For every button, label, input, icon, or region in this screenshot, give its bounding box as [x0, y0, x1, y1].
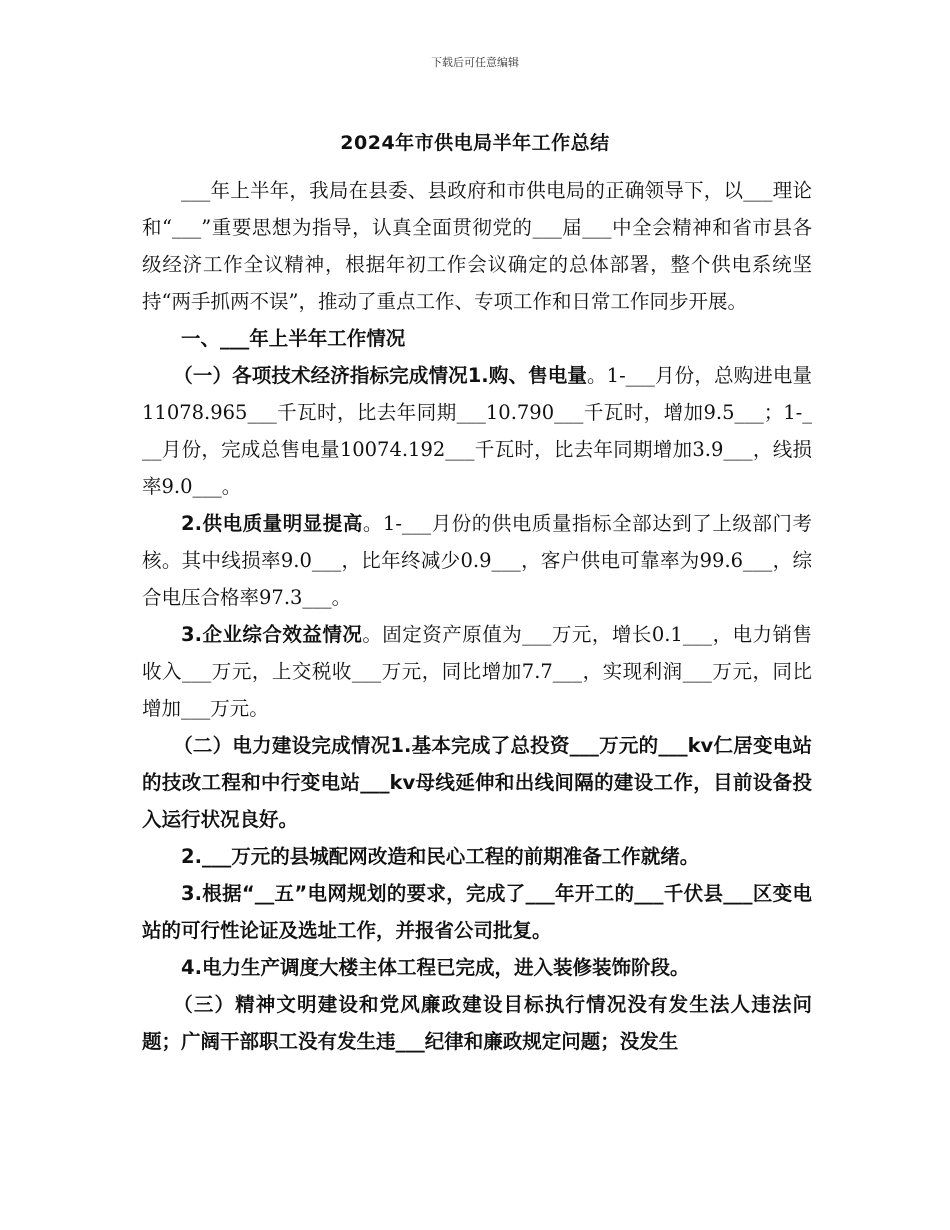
section-heading [142, 320, 812, 357]
paragraph-lead: （二）电力建设完成情况1.基本完成了总投资___万元的___kv仁居变电站的技改工程和中行变电站___kv母线延伸和出线间隔的建设工作，目前设备投入运行状况良好。 [142, 734, 812, 831]
building-paragraph [142, 949, 812, 986]
paragraph-text: 。固定资产原值为___万元，增长0.1___，电力销售收入___万元，上交税收___万元，同比增加7.7___，实现利润___万元，同比增加___万元。 [142, 623, 813, 720]
paragraph-lead: 3.根据“__五”电网规划的要求，完成了___年开工的___千伏县___区变电站的可行性论证及选址工作，并报省公司批复。 [142, 882, 812, 942]
paragraph-text: 。1-___月份，总购进电量11078.965___千瓦时，比去年同期___10.790___千瓦时，增加9.5___；1-___月份，完成总售电量10074.192___千瓦时，比去年同期增加3.9___，线损率9.0___。 [142, 364, 813, 498]
grid-paragraph [142, 838, 812, 875]
paragraph-text: ___年上半年，我局在县委、县政府和市供电局的正确领导下，以___理论和“___”重要思想为指导，认真全面贯彻党的___届___中全会精神和省市县各级经济工作全议精神，根据年初工作会议确定的总体部署，整个供电系统坚持“两手抓两不误”，推动了重点工作、专项工作和日常工作同步开展。 [142, 179, 812, 313]
paragraph-lead: 2.___万元的县城配网改造和民心工程的前期准备工作就绪。 [181, 845, 700, 868]
document-body [142, 172, 812, 1060]
plan-paragraph [142, 875, 812, 949]
intro-paragraph [142, 172, 812, 320]
paragraph-lead: （一）各项技术经济指标完成情况1.购、售电量 [173, 364, 588, 387]
document-title: 2024年市供电局半年工作总结 [340, 132, 610, 154]
paragraph-lead: 一、___年上半年工作情况 [181, 327, 406, 350]
indicator-paragraph [142, 357, 812, 505]
paragraph-lead: 3.企业综合效益情况 [181, 623, 363, 646]
paragraph-lead: 4.电力生产调度大楼主体工程已完成，进入装修装饰阶段。 [181, 956, 690, 979]
construction-paragraph [142, 727, 812, 838]
header-note: 下载后可任意编辑 [431, 56, 519, 69]
quality-paragraph [142, 505, 812, 616]
ethics-paragraph [142, 986, 812, 1060]
benefit-paragraph [142, 616, 812, 727]
paragraph-lead: 2.供电质量明显提高 [181, 512, 363, 535]
paragraph-text: 。1-___月份的供电质量指标全部达到了上级部门考核。其中线损率9.0___，比年终减少0.9___，客户供电可靠率为99.6___，综合电压合格率97.3___。 [142, 512, 812, 609]
paragraph-lead: （三）精神文明建设和党风廉政建设目标执行情况没有发生法人违法问题；广阔干部职工没有发生违___纪律和廉政规定问题；没发生 [142, 993, 812, 1053]
